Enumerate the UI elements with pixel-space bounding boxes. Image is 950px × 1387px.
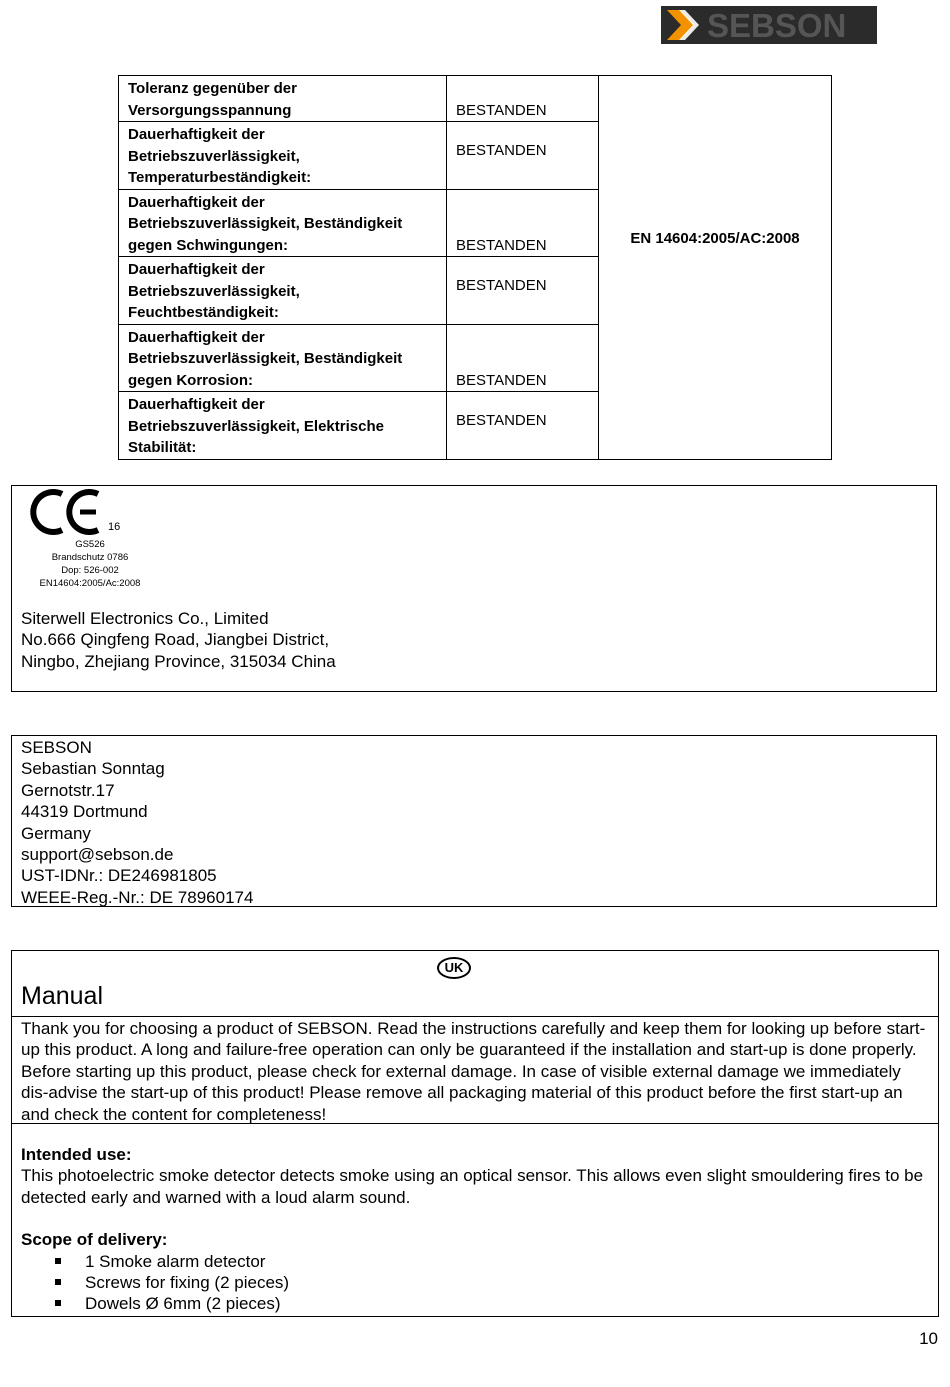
test-name: Dauerhaftigkeit der Betriebszuverlässigkeit, Temperaturbeständigkeit:: [119, 122, 447, 190]
ce-line-2: Brandschutz 0786: [51, 552, 129, 563]
intended-use-text: This photoelectric smoke detector detects smoke using an optical sensor. This allows even slight smouldering fires to be detected early and warned with a loud alarm sound.: [21, 1166, 924, 1207]
manufacturer-line: No.666 Qingfeng Road, Jiangbei District,: [21, 630, 330, 650]
distributor-line: Germany: [21, 823, 91, 843]
list-item: Dowels Ø 6mm (2 pieces): [53, 1293, 930, 1314]
list-item: Screws for fixing (2 pieces): [53, 1272, 930, 1293]
list-item: 1 Smoke alarm detector: [53, 1251, 930, 1272]
sebson-logo: [661, 6, 877, 44]
distributor-line: Gernotstr.17: [21, 780, 115, 800]
test-result: BESTANDEN: [447, 76, 599, 122]
ce-line-3: Dop: 526-002: [61, 565, 119, 576]
page-number: 10: [919, 1329, 938, 1348]
test-result: BESTANDEN: [447, 122, 599, 190]
test-result: BESTANDEN: [447, 324, 599, 392]
manufacturer-address: [21, 608, 336, 672]
table-row: [119, 76, 832, 122]
distributor-line: SEBSON: [21, 738, 92, 757]
scope-list: [21, 1251, 930, 1315]
ce-line-1: GS526: [75, 539, 105, 550]
manual-section: [11, 950, 939, 1317]
manual-header: [12, 951, 938, 1017]
distributor-line: Sebastian Sonntag: [21, 759, 165, 779]
manual-title: Manual: [21, 982, 103, 1010]
manufacturer-line: Siterwell Electronics Co., Limited: [21, 609, 269, 628]
test-name: Dauerhaftigkeit der Betriebszuverlässigkeit, Beständigkeit gegen Korrosion:: [119, 324, 447, 392]
test-name: Dauerhaftigkeit der Betriebszuverlässigkeit, Elektrische Stabilität:: [119, 392, 447, 460]
test-standard: EN 14604:2005/AC:2008: [599, 76, 832, 460]
distributor-line: WEEE-Reg.-Nr.: DE 78960174: [21, 887, 254, 907]
distributor-box: [11, 735, 937, 907]
test-results-table: [118, 75, 832, 460]
test-name: Dauerhaftigkeit der Betriebszuverlässigkeit, Feuchtbeständigkeit:: [119, 257, 447, 325]
intended-use-heading: Intended use:: [21, 1145, 132, 1164]
test-result: BESTANDEN: [447, 189, 599, 257]
scope-heading: Scope of delivery:: [21, 1230, 168, 1250]
manufacturer-line: Ningbo, Zhejiang Province, 315034 China: [21, 651, 336, 671]
test-name: Dauerhaftigkeit der Betriebszuverlässigkeit, Beständigkeit gegen Schwingungen:: [119, 189, 447, 257]
manual-intro: Thank you for choosing a product of SEBSON. Read the instructions carefully and keep them for looking up before start-up this product. A long and failure-free operation can only be guaranteed if the installation and start-up is done properly. Before starting up this product, please check for external damage. In case of visible external damage we immediately dis-advise the start-up of this product! Please remove all packaging material of this product before the first start-up an and check the content for completeness!: [12, 1017, 938, 1124]
language-badge-uk: UK: [437, 957, 471, 979]
test-result: BESTANDEN: [447, 257, 599, 325]
logo-text: SEBSON: [707, 7, 847, 44]
manual-body: [12, 1124, 938, 1315]
ce-mark-icon: [30, 488, 150, 588]
test-name: Toleranz gegenüber der Versorgungsspannung: [119, 76, 447, 122]
distributor-email: support@sebson.de: [21, 845, 174, 865]
ce-sub-number: 16: [108, 521, 121, 533]
test-result: BESTANDEN: [447, 392, 599, 460]
distributor-line: 44319 Dortmund: [21, 802, 148, 822]
manufacturer-box: [11, 485, 937, 692]
distributor-line: UST-IDNr.: DE246981805: [21, 866, 217, 886]
ce-line-4: EN14604:2005/Ac:2008: [39, 578, 141, 588]
